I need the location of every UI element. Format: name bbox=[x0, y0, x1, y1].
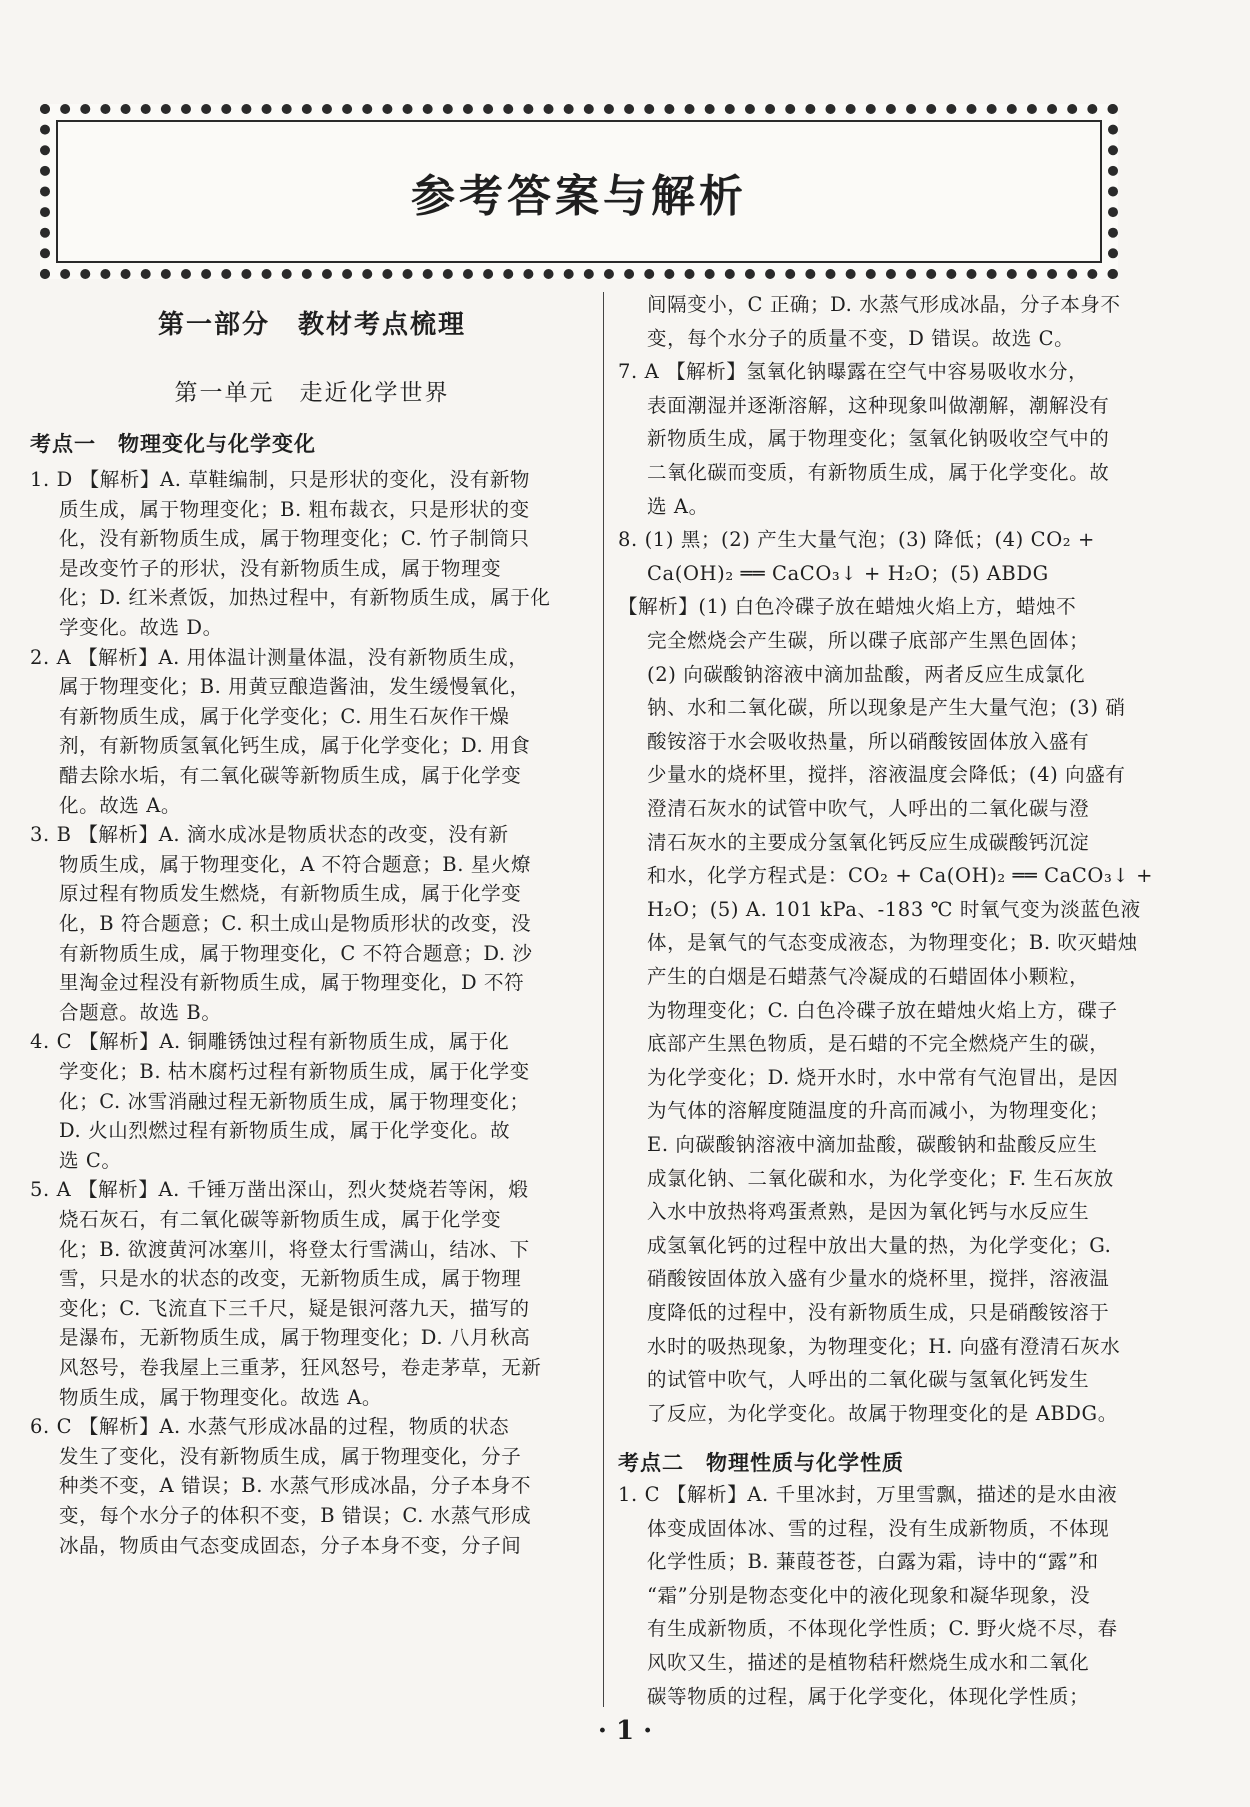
text-line: 有生成新物质，不体现化学性质；C. 野火烧不尽，春 bbox=[647, 1617, 1118, 1641]
text-line: 硝酸铵固体放入盛有少量水的烧杯里，搅拌，溶液温 bbox=[647, 1267, 1110, 1291]
text-line: 学变化。故选 D。 bbox=[59, 616, 223, 639]
text-line: 3. B 【解析】A. 滴水成冰是物质状态的改变，没有新 bbox=[30, 823, 509, 847]
text-line: 质生成，属于物理变化；B. 粗布裁衣，只是形状的变 bbox=[59, 497, 530, 521]
text-line: Ca(OH)₂ ══ CaCO₃↓ + H₂O；(5) ABDG bbox=[647, 561, 1049, 585]
text-line: 钠、水和二氧化碳，所以现象是产生大量气泡；(3) 硝 bbox=[647, 696, 1126, 720]
part-title: 第一部分 教材考点梳理 bbox=[157, 310, 466, 340]
text-line: 酸铵溶于水会吸收热量，所以硝酸铵固体放入盛有 bbox=[647, 729, 1090, 753]
text-line: D. 火山烈燃过程有新物质生成，属于化学变化。故 bbox=[59, 1119, 511, 1143]
text-line: 和水，化学方程式是：CO₂ + Ca(OH)₂ ══ CaCO₃↓ + bbox=[647, 864, 1154, 888]
right-column bbox=[618, 0, 1192, 1807]
text-line: 有新物质生成，属于化学变化；C. 用生石灰作干燥 bbox=[59, 704, 510, 728]
text-line: 入水中放热将鸡蛋煮熟，是因为氧化钙与水反应生 bbox=[647, 1200, 1090, 1224]
text-line: 底部产生黑色物质，是石蜡的不完全燃烧产生的碳， bbox=[647, 1032, 1110, 1056]
text-line: 是改变竹子的形状，没有新物质生成，属于物理变 bbox=[59, 556, 502, 580]
text-line: 是瀑布，无新物质生成，属于物理变化；D. 八月秋高 bbox=[59, 1326, 531, 1350]
text-line: 种类不变，A 错误；B. 水蒸气形成冰晶，分子本身不 bbox=[59, 1474, 532, 1498]
text-line: 【解析】(1) 白色冷碟子放在蜡烛火焰上方，蜡烛不 bbox=[618, 595, 1077, 619]
text-line: 为物理变化；C. 白色冷碟子放在蜡烛火焰上方，碟子 bbox=[647, 998, 1118, 1022]
text-line: 二氧化碳而变质，有新物质生成，属于化学变化。故 bbox=[647, 461, 1110, 484]
text-line: 4. C 【解析】A. 铜雕锈蚀过程有新物质生成，属于化 bbox=[30, 1030, 510, 1054]
text-line: 风吹又生，描述的是植物秸秆燃烧生成水和二氧化 bbox=[647, 1651, 1090, 1674]
text-line: 1. C 【解析】A. 千里冰封，万里雪飘，描述的是水由液 bbox=[618, 1483, 1118, 1506]
text-line: 为气体的溶解度随温度的升高而减小，为物理变化； bbox=[647, 1099, 1110, 1123]
text-line: 学变化；B. 枯木腐朽过程有新物质生成，属于化学变 bbox=[59, 1060, 530, 1083]
text-line: 化；D. 红米煮饭，加热过程中，有新物质生成，属于化 bbox=[59, 586, 551, 610]
unit-title: 第一单元 走近化学世界 bbox=[174, 380, 450, 406]
text-line: 了反应，为化学变化。故属于物理变化的是 ABDG。 bbox=[647, 1401, 1118, 1425]
text-line: 雪，只是水的状态的改变，无新物质生成，属于物理 bbox=[59, 1267, 522, 1291]
text-line: 澄清石灰水的试管中吹气，人呼出的二氧化碳与澄 bbox=[647, 797, 1090, 820]
text-line: 1. D 【解析】A. 草鞋编制，只是形状的变化，没有新物 bbox=[30, 468, 531, 491]
text-line: 属于物理变化；B. 用黄豆酿造酱油，发生缓慢氧化， bbox=[59, 675, 530, 699]
text-line: 变化；C. 飞流直下三千尺，疑是银河落九天，描写的 bbox=[59, 1296, 530, 1320]
point2-title: 考点二 物理性质与化学性质 bbox=[618, 1451, 904, 1475]
text-line: 的试管中吹气，人呼出的二氧化碳与氢氧化钙发生 bbox=[647, 1368, 1090, 1392]
text-line: 为化学变化；D. 烧开水时，水中常有气泡冒出，是因 bbox=[647, 1065, 1119, 1089]
text-line: 少量水的烧杯里，搅拌，溶液温度会降低；(4) 向盛有 bbox=[647, 763, 1126, 787]
text-line: 水时的吸热现象，为物理变化；H. 向盛有澄清石灰水 bbox=[647, 1334, 1121, 1358]
text-line: 7. A 【解析】氢氧化钠曝露在空气中容易吸收水分， bbox=[618, 360, 1089, 384]
text-line: 化学性质；B. 蒹葭苍苍，白露为霜，诗中的“露”和 bbox=[647, 1550, 1099, 1574]
text-line: 度降低的过程中，没有新物质生成，只是硝酸铵溶于 bbox=[647, 1301, 1110, 1324]
text-line: 成氢氧化钙的过程中放出大量的热，为化学变化；G. bbox=[647, 1233, 1112, 1257]
text-line: 化；C. 冰雪消融过程无新物质生成，属于物理变化； bbox=[59, 1089, 530, 1113]
text-line: 有新物质生成，属于物理变化，C 不符合题意；D. 沙 bbox=[59, 941, 533, 965]
text-line: 新物质生成，属于物理变化；氢氧化钠吸收空气中的 bbox=[647, 427, 1110, 451]
text-line: 原过程有物质发生燃烧，有新物质生成，属于化学变 bbox=[59, 882, 522, 906]
text-line: 2. A 【解析】A. 用体温计测量体温，没有新物质生成， bbox=[30, 645, 529, 669]
text-line: 发生了变化，没有新物质生成，属于物理变化，分子 bbox=[59, 1444, 522, 1468]
text-line: 6. C 【解析】A. 水蒸气形成冰晶的过程，物质的状态 bbox=[30, 1415, 510, 1439]
left-column bbox=[30, 0, 594, 1807]
text-line: 8. (1) 黑；(2) 产生大量气泡；(3) 降低；(4) CO₂ + bbox=[618, 528, 1095, 552]
column-divider bbox=[603, 292, 604, 1707]
text-line: 选 A。 bbox=[647, 494, 709, 518]
text-line: 成氯化钠、二氧化碳和水，为化学变化；F. 生石灰放 bbox=[647, 1166, 1114, 1190]
text-line: 间隔变小，C 正确；D. 水蒸气形成冰晶，分子本身不 bbox=[647, 293, 1121, 316]
page-title: 参考答案与解析 bbox=[411, 171, 747, 222]
text-line: 清石灰水的主要成分氢氧化钙反应生成碳酸钙沉淀 bbox=[647, 830, 1090, 854]
text-line: E. 向碳酸钠溶液中滴加盐酸，碳酸钠和盐酸反应生 bbox=[647, 1133, 1098, 1156]
text-line: 烧石灰石，有二氧化碳等新物质生成，属于化学变 bbox=[59, 1208, 502, 1231]
text-line: 剂，有新物质氢氧化钙生成，属于化学变化；D. 用食 bbox=[59, 734, 531, 758]
text-line: 完全燃烧会产生碳，所以碟子底部产生黑色固体； bbox=[647, 629, 1090, 652]
text-line: 醋去除水垢，有二氧化碳等新物质生成，属于化学变 bbox=[59, 764, 522, 787]
text-line: 变，每个水分子的质量不变，D 错误。故选 C。 bbox=[647, 326, 1075, 350]
text-line: 体，是氧气的气态变成液态，为物理变化；B. 吹灭蜡烛 bbox=[647, 931, 1138, 955]
text-line: 风怒号，卷我屋上三重茅，狂风怒号，卷走茅草，无新 bbox=[59, 1356, 542, 1379]
text-line: 碳等物质的过程，属于化学变化，体现化学性质； bbox=[647, 1684, 1090, 1708]
text-line: 化，B 符合题意；C. 积土成山是物质形状的改变，没 bbox=[59, 912, 532, 935]
text-line: 产生的白烟是石蜡蒸气冷凝成的石蜡固体小颗粒， bbox=[647, 965, 1090, 988]
page-number: · 1 · bbox=[597, 1716, 653, 1746]
text-line: 化；B. 欲渡黄河冰塞川，将登太行雪满山，结冰、下 bbox=[59, 1237, 530, 1261]
text-line: 合题意。故选 B。 bbox=[59, 1000, 222, 1024]
text-line: 化，没有新物质生成，属于物理变化；C. 竹子制筒只 bbox=[59, 527, 530, 551]
text-line: 化。故选 A。 bbox=[59, 793, 181, 817]
text-line: 表面潮湿并逐渐溶解，这种现象叫做潮解，潮解没有 bbox=[647, 393, 1110, 417]
text-line: H₂O；(5) A. 101 kPa、-183 ℃ 时氧气变为淡蓝色液 bbox=[647, 897, 1141, 921]
text-line: 物质生成，属于物理变化。故选 A。 bbox=[59, 1385, 382, 1409]
text-line: 里淘金过程没有新物质生成，属于物理变化，D 不符 bbox=[59, 971, 525, 995]
text-line: 体变成固体冰、雪的过程，没有生成新物质，不体现 bbox=[647, 1516, 1110, 1540]
point1-title: 考点一 物理变化与化学变化 bbox=[30, 432, 316, 456]
text-line: 5. A 【解析】A. 千锤万凿出深山，烈火焚烧若等闲，煅 bbox=[30, 1178, 529, 1202]
text-line: (2) 向碳酸钠溶液中滴加盐酸，两者反应生成氯化 bbox=[647, 662, 1086, 686]
text-line: 选 C。 bbox=[59, 1148, 122, 1172]
text-line: 物质生成，属于物理变化，A 不符合题意；B. 星火燎 bbox=[59, 852, 532, 876]
text-line: “霜”分别是物态变化中的液化现象和凝华现象，没 bbox=[647, 1583, 1091, 1607]
text-line: 变，每个水分子的体积不变，B 错误；C. 水蒸气形成 bbox=[59, 1504, 532, 1527]
text-line: 冰晶，物质由气态变成固态，分子本身不变，分子间 bbox=[59, 1533, 522, 1557]
